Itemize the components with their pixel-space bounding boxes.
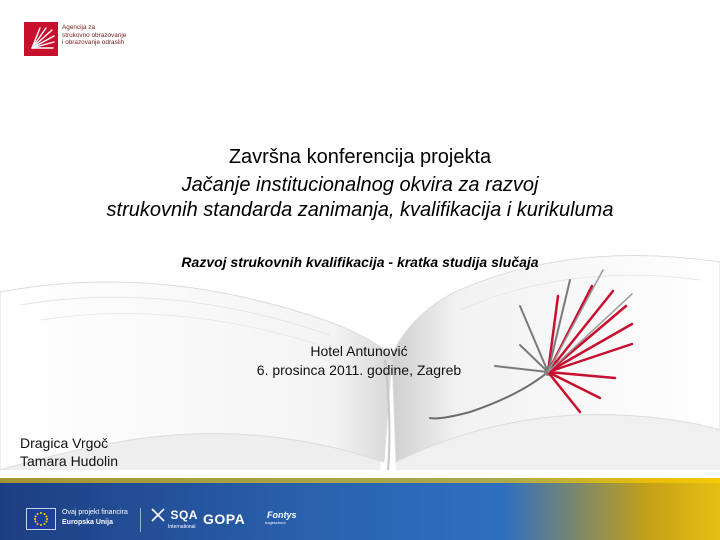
- fontys-name: Fontys: [267, 510, 297, 520]
- agency-name: [62, 24, 154, 47]
- venue-date: 6. prosinca 2011. godine, Zagreb: [256, 362, 462, 378]
- agency-name-line: strukovno obrazovanje: [62, 31, 127, 39]
- title-line-2: Jačanje institucionalnog okvira za razvoj: [181, 174, 539, 196]
- author-name: Tamara Hudolin: [20, 453, 119, 469]
- agency-logo: [24, 22, 154, 70]
- footer-divider: [140, 508, 141, 532]
- sponsor-footer: [0, 478, 720, 540]
- sqa-name: SQA: [170, 508, 198, 522]
- fontys-logo: [255, 506, 297, 525]
- slide-subtitle: Razvoj strukovnih kvalifikacija - kratka studija slučaja: [181, 254, 539, 270]
- footer-stripe: [0, 478, 720, 483]
- agency-name-line: Agencija za: [62, 24, 96, 31]
- slide-title: [0, 145, 720, 223]
- eu-flag-icon: [26, 508, 56, 530]
- event-venue: [224, 342, 494, 380]
- agency-logo-mark: [24, 22, 58, 56]
- eu-funding-line: Europska Unija: [62, 519, 113, 526]
- title-line-3: strukovnih standarda zanimanja, kvalifikacija i kurikuluma: [106, 199, 614, 221]
- fontys-subtitle: hogeschool: [265, 520, 286, 525]
- agency-name-line: i obrazovanje odraslih: [62, 39, 125, 47]
- author-name: Dragica Vrgoč: [20, 435, 109, 451]
- sqa-mark-icon: [150, 507, 166, 523]
- eu-funding-text: [62, 508, 128, 528]
- authors: [20, 434, 118, 470]
- venue-place: Hotel Antunović: [310, 343, 408, 359]
- title-line-1: Završna konferencija projekta: [228, 146, 492, 168]
- eu-funding-line: Ovaj projekt financira: [62, 509, 128, 516]
- sqa-logo: [150, 506, 198, 530]
- sqa-subtitle: International: [168, 524, 196, 530]
- gopa-logo: GOPA: [203, 511, 246, 527]
